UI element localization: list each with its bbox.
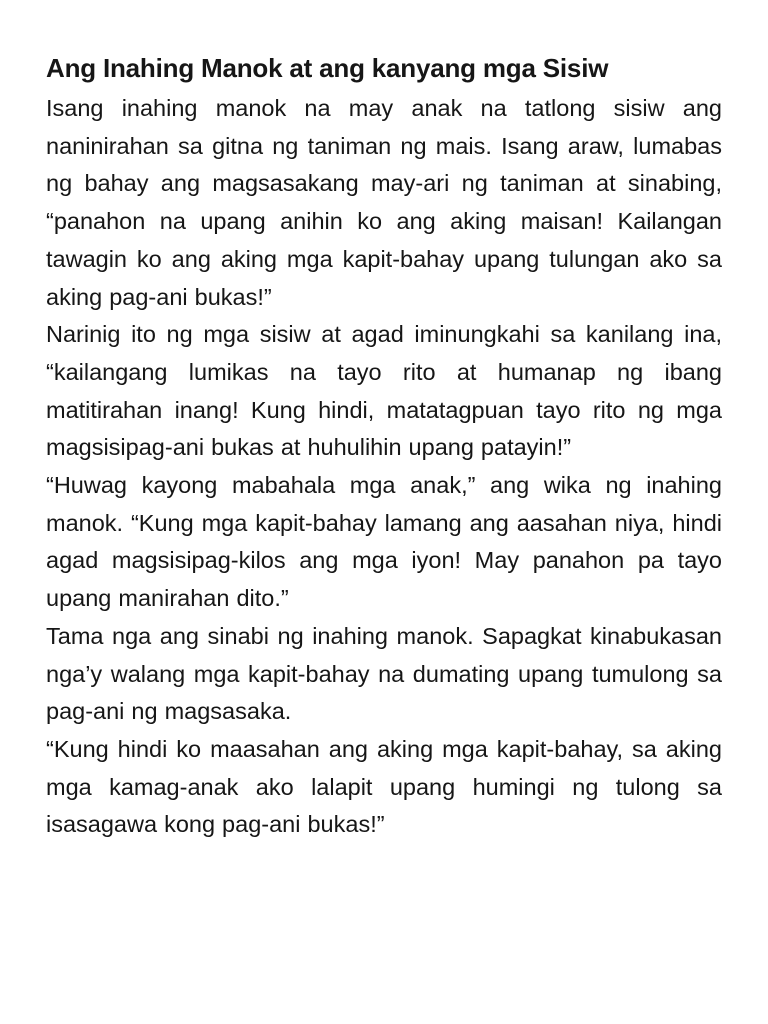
story-title: Ang Inahing Manok at ang kanyang mga Sisiw	[46, 53, 609, 83]
story-paragraph: “Huwag kayong mabahala mga anak,” ang wika ng inahing manok. “Kung mga kapit-bahay lamang ang aasahan niya, hindi agad magsisipag-kilos ang mga iyon! May panahon pa tayo upang manirahan dito.”	[46, 472, 722, 612]
story-paragraph: Isang inahing manok na may anak na tatlong sisiw ang naninirahan sa gitna ng taniman ng mais. Isang araw, lumabas ng bahay ang magsasakang may-ari ng taniman at sinabing, “panahon na upang anihin ko ang aking maisan! Kailangan tawagin ko ang aking mga kapit-bahay upang tulungan ako sa aking pag-ani bukas!”	[46, 95, 722, 310]
document-page	[46, 50, 722, 844]
story-paragraph: Narinig ito ng mga sisiw at agad iminungkahi sa kanilang ina, “kailangang lumikas na tayo rito at humanap ng ibang matitirahan inang! Kung hindi, matatagpuan tayo rito ng mga magsisipag-ani bukas at huhulihin upang patayin!”	[46, 321, 722, 461]
story-paragraph: Tama nga ang sinabi ng inahing manok. Sapagkat kinabukasan nga’y walang mga kapit-bahay na dumating upang tumulong sa pag-ani ng magsasaka.	[46, 622, 722, 725]
story-paragraph: “Kung hindi ko maasahan ang aking mga kapit-bahay, sa aking mga kamag-anak ako lalapit upang humingi ng tulong sa isasagawa kong pag-ani bukas!”	[46, 735, 722, 838]
